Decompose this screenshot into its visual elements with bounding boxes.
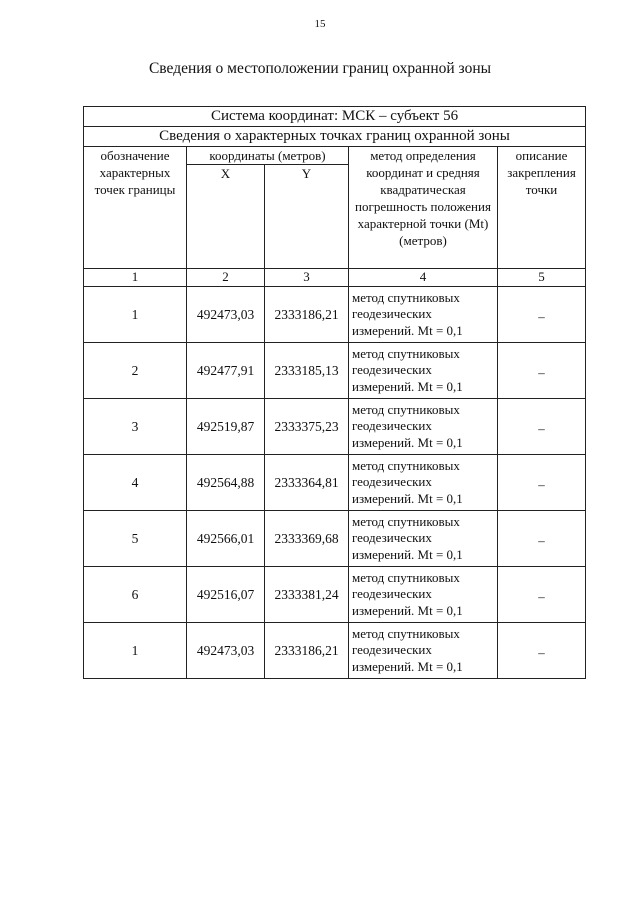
coord-y: 2333375,23 xyxy=(265,399,349,455)
point-description: – xyxy=(498,287,586,343)
point-designation: 3 xyxy=(84,399,187,455)
point-designation: 1 xyxy=(84,287,187,343)
column-number: 4 xyxy=(349,269,498,287)
table-row xyxy=(84,511,586,567)
table-subtitle-row xyxy=(84,127,586,147)
header-x: X xyxy=(187,165,265,269)
point-description: – xyxy=(498,455,586,511)
coord-y: 2333369,68 xyxy=(265,511,349,567)
coord-x: 492477,91 xyxy=(187,343,265,399)
header-method: метод определения координат и средняя квадратическая погрешность положения характерной точки (Mt) (метров) xyxy=(349,147,498,269)
coord-x: 492473,03 xyxy=(187,287,265,343)
method-text: метод спутниковых геодезических измерений. Mt = 0,1 xyxy=(349,623,498,679)
column-number: 2 xyxy=(187,269,265,287)
header-designation: обозначение характерных точек границы xyxy=(84,147,187,269)
method-text: метод спутниковых геодезических измерений. Mt = 0,1 xyxy=(349,399,498,455)
coord-y: 2333186,21 xyxy=(265,287,349,343)
table-row xyxy=(84,287,586,343)
table-row xyxy=(84,455,586,511)
header-description: описание закрепления точки xyxy=(498,147,586,269)
table-subtitle: Сведения о характерных точках границ охранной зоны xyxy=(84,127,586,147)
coord-x: 492473,03 xyxy=(187,623,265,679)
coordinate-system: Система координат: МСК – субъект 56 xyxy=(84,107,586,127)
method-text: метод спутниковых геодезических измерений. Mt = 0,1 xyxy=(349,455,498,511)
method-text: метод спутниковых геодезических измерений. Mt = 0,1 xyxy=(349,343,498,399)
table-row xyxy=(84,567,586,623)
coord-x: 492519,87 xyxy=(187,399,265,455)
header-y: Y xyxy=(265,165,349,269)
point-designation: 6 xyxy=(84,567,187,623)
point-description: – xyxy=(498,511,586,567)
coord-y: 2333186,21 xyxy=(265,623,349,679)
method-text: метод спутниковых геодезических измерений. Mt = 0,1 xyxy=(349,511,498,567)
point-description: – xyxy=(498,623,586,679)
column-number: 5 xyxy=(498,269,586,287)
method-text: метод спутниковых геодезических измерений. Mt = 0,1 xyxy=(349,567,498,623)
coord-x: 492516,07 xyxy=(187,567,265,623)
page-number: 15 xyxy=(314,18,326,30)
column-numbers-row xyxy=(84,269,586,287)
table-row xyxy=(84,343,586,399)
header-coordinates: координаты (метров) xyxy=(187,147,349,165)
column-number: 3 xyxy=(265,269,349,287)
coord-y: 2333185,13 xyxy=(265,343,349,399)
point-designation: 5 xyxy=(84,511,187,567)
document-title: Сведения о местоположении границ охранной зоны xyxy=(148,60,492,77)
coordinate-system-row xyxy=(84,107,586,127)
boundary-points-table xyxy=(83,106,586,679)
point-description: – xyxy=(498,343,586,399)
method-text: метод спутниковых геодезических измерений. Mt = 0,1 xyxy=(349,287,498,343)
column-number: 1 xyxy=(84,269,187,287)
point-designation: 1 xyxy=(84,623,187,679)
header-row xyxy=(84,147,586,165)
coord-y: 2333364,81 xyxy=(265,455,349,511)
table-row xyxy=(84,623,586,679)
point-designation: 4 xyxy=(84,455,187,511)
coord-x: 492564,88 xyxy=(187,455,265,511)
point-description: – xyxy=(498,399,586,455)
point-designation: 2 xyxy=(84,343,187,399)
coord-y: 2333381,24 xyxy=(265,567,349,623)
point-description: – xyxy=(498,567,586,623)
table-row xyxy=(84,399,586,455)
coord-x: 492566,01 xyxy=(187,511,265,567)
